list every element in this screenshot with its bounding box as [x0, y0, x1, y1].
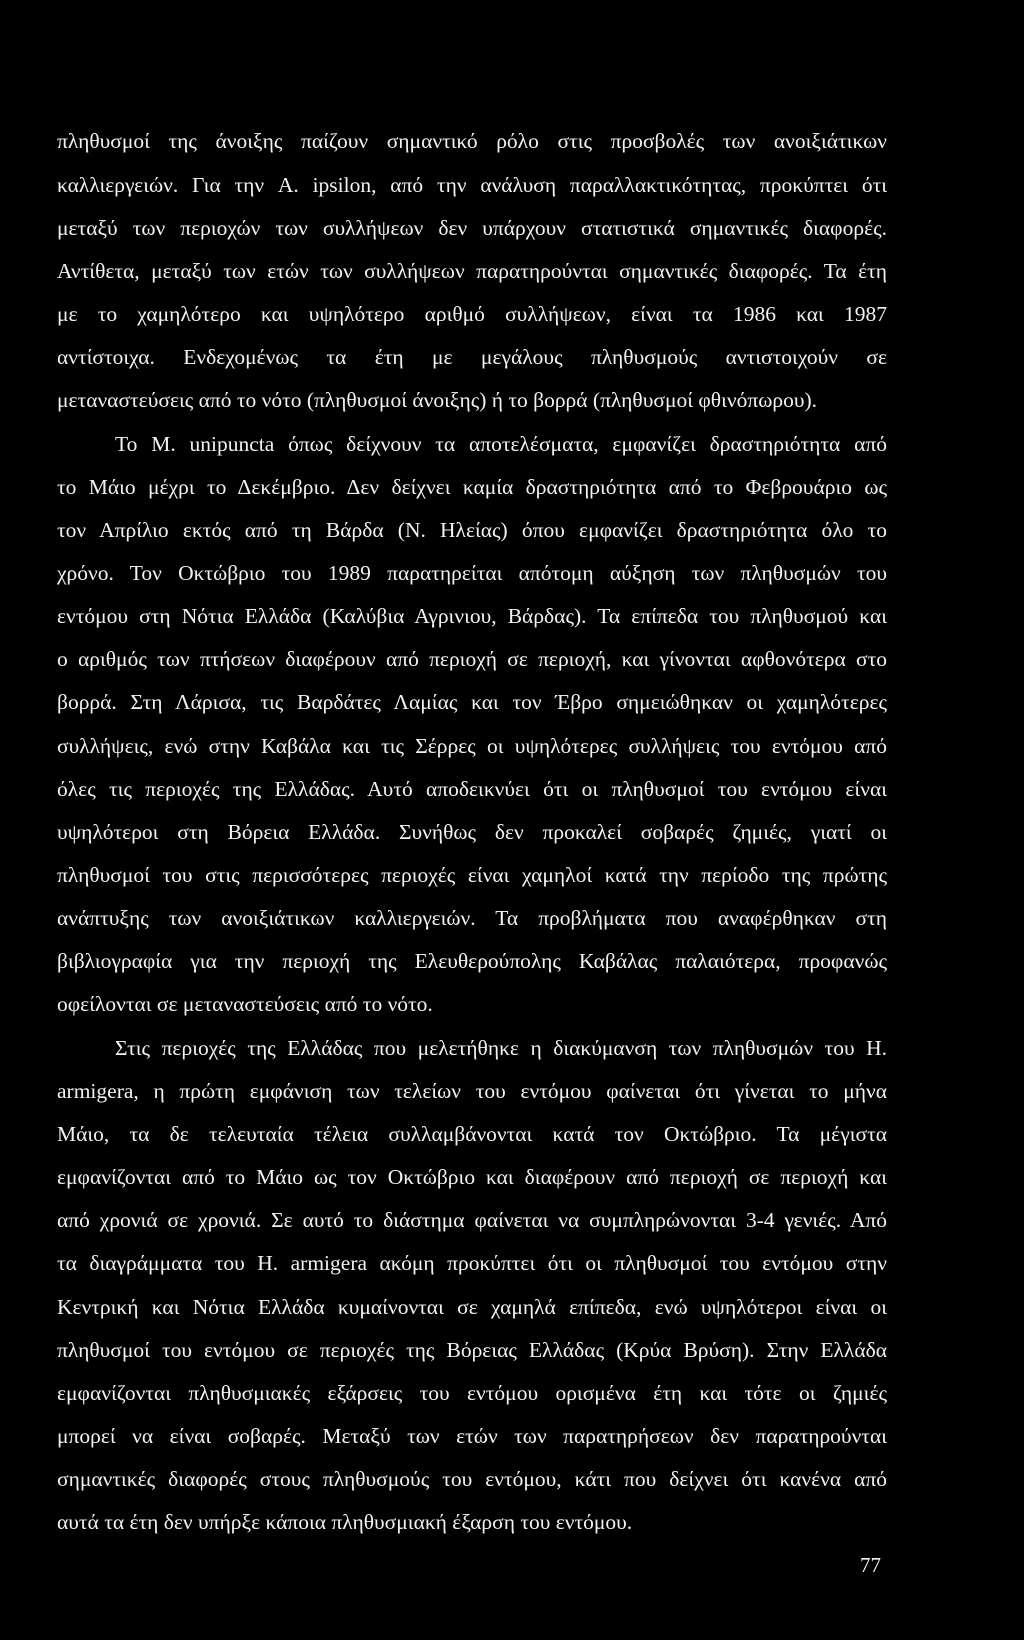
text-line: το Μάιο μέχρι το Δεκέμβριο. Δεν δείχνει καμία δραστηριότητα από το Φεβρουάριο ως: [57, 475, 887, 499]
text-line: τα διαγράμματα του H. armigera ακόμη προκύπτει ότι οι πληθυσμοί του εντόμου στην: [57, 1251, 887, 1275]
text-line: εμφανίζονται πληθυσμιακές εξάρσεις του εντόμου ορισμένα έτη και τότε οι ζημιές: [57, 1381, 887, 1405]
text-line: αντίστοιχα. Ενδεχομένως τα έτη με μεγάλους πληθυσμούς αντιστοιχούν σε: [57, 345, 887, 369]
text-line: βιβλιογραφία για την περιοχή της Ελευθερούπολης Καβάλας παλαιότερα, προφανώς: [57, 949, 887, 973]
text-line: αυτά τα έτη δεν υπήρξε κάποια πληθυσμιακή έξαρση του εντόμου.: [57, 1510, 633, 1534]
text-line: μεταναστεύσεις από το νότο (πληθυσμοί άνοιξης) ή το βορρά (πληθυσμοί φθινόπωρου).: [57, 388, 818, 412]
text-line: πληθυσμοί του στις περισσότερες περιοχές είναι χαμηλοί κατά την περίοδο της πρώτης: [57, 863, 887, 887]
text-line: ανάπτυξης των ανοιξιάτικων καλλιεργειών. Τα προβλήματα που αναφέρθηκαν στη: [57, 906, 887, 930]
text-line: οφείλονται σε μεταναστεύσεις από το νότο.: [57, 992, 433, 1016]
text-line: μπορεί να είναι σοβαρές. Μεταξύ των ετών των παρατηρήσεων δεν παρατηρούνται: [57, 1424, 887, 1448]
paragraph-start-line: Το M. unipuncta όπως δείχνουν τα αποτελέσματα, εμφανίζει δραστηριότητα από: [115, 432, 887, 456]
text-line: εντόμου στη Νότια Ελλάδα (Καλύβια Αγρινιου, Βάρδας). Τα επίπεδα του πληθυσμού και: [57, 604, 887, 628]
text-line: armigera, η πρώτη εμφάνιση των τελείων του εντόμου φαίνεται ότι γίνεται το μήνα: [57, 1079, 887, 1103]
text-line: χρόνο. Τον Οκτώβριο του 1989 παρατηρείται απότομη αύξηση των πληθυσμών του: [57, 561, 887, 585]
text-line: με το χαμηλότερο και υψηλότερο αριθμό συλλήψεων, είναι τα 1986 και 1987: [57, 302, 887, 326]
text-line: εμφανίζονται από το Μάιο ως τον Οκτώβριο και διαφέρουν από περιοχή σε περιοχή και: [57, 1165, 887, 1189]
text-line: Μάιο, τα δε τελευταία τέλεια συλλαμβάνονται κατά τον Οκτώβριο. Τα μέγιστα: [57, 1122, 887, 1146]
text-line: υψηλότεροι στη Βόρεια Ελλάδα. Συνήθως δεν προκαλεί σοβαρές ζημιές, γιατί οι: [57, 820, 887, 844]
text-line: Κεντρική και Νότια Ελλάδα κυμαίνονται σε χαμηλά επίπεδα, ενώ υψηλότεροι είναι οι: [57, 1295, 887, 1319]
text-line: σημαντικές διαφορές στους πληθυσμούς του εντόμου, κάτι που δείχνει ότι κανένα από: [57, 1467, 887, 1491]
text-line: Αντίθετα, μεταξύ των ετών των συλλήψεων παρατηρούνται σημαντικές διαφορές. Τα έτη: [57, 259, 887, 283]
text-line: πληθυσμοί της άνοιξης παίζουν σημαντικό ρόλο στις προσβολές των ανοιξιάτικων: [57, 129, 887, 153]
text-line: βορρά. Στη Λάρισα, τις Βαρδάτες Λαμίας και τον Έβρο σημειώθηκαν οι χαμηλότερες: [57, 690, 887, 714]
text-line: από χρονιά σε χρονιά. Σε αυτό το διάστημα φαίνεται να συμπληρώνονται 3-4 γενιές. Από: [57, 1208, 887, 1232]
text-line: τον Απρίλιο εκτός από τη Βάρδα (Ν. Ηλείας) όπου εμφανίζει δραστηριότητα όλο το: [57, 518, 887, 542]
text-line: πληθυσμοί του εντόμου σε περιοχές της Βόρειας Ελλάδας (Κρύα Βρύση). Στην Ελλάδα: [57, 1338, 887, 1362]
text-line: όλες τις περιοχές της Ελλάδας. Αυτό αποδεικνύει ότι οι πληθυσμοί του εντόμου είναι: [57, 777, 887, 801]
text-line: καλλιεργειών. Για την A. ipsilon, από την ανάλυση παραλλακτικότητας, προκύπτει ότι: [57, 173, 887, 197]
text-line: ο αριθμός των πτήσεων διαφέρουν από περιοχή σε περιοχή, και γίνονται αφθονότερα στο: [57, 647, 887, 671]
text-line: συλλήψεις, ενώ στην Καβάλα και τις Σέρρες οι υψηλότερες συλλήψεις του εντόμου από: [57, 734, 887, 758]
paragraph-start-line: Στις περιοχές της Ελλάδας που μελετήθηκε η διακύμανση των πληθυσμών του H.: [115, 1036, 887, 1060]
text-line: μεταξύ των περιοχών των συλλήψεων δεν υπάρχουν στατιστικά σημαντικές διαφορές.: [57, 216, 887, 240]
page-number: 77: [860, 1553, 881, 1577]
